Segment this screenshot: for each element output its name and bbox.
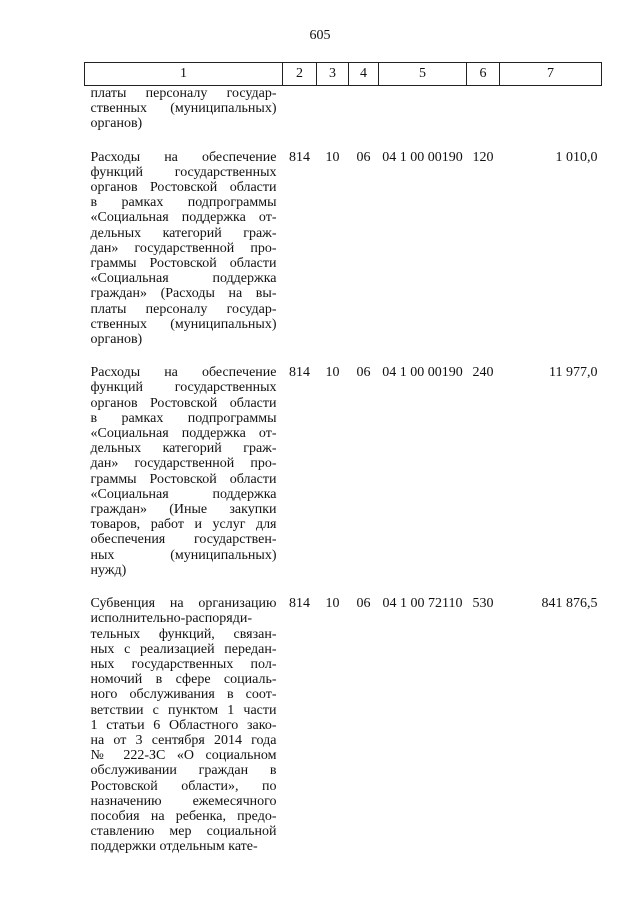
- target-article-code: 04 1 00 00190: [382, 365, 463, 381]
- expense-type-code: 530: [472, 596, 494, 612]
- section-code: [317, 86, 349, 132]
- amount: 11 977,0: [549, 365, 598, 381]
- column-header-4: 4: [349, 63, 379, 86]
- budget-table: [84, 62, 602, 855]
- row-spacer: [85, 347, 602, 365]
- section-code: 10: [325, 596, 340, 612]
- description-line: граждан» (Иные закупки: [90, 502, 277, 518]
- ministry-code: [283, 86, 317, 132]
- amount: 1 010,0: [555, 149, 598, 165]
- column-header-3: 3: [317, 63, 349, 86]
- description-line: функций государственных: [90, 164, 277, 180]
- description-line: органов Ростовской области: [90, 395, 277, 411]
- subsection-code: 06: [356, 596, 371, 612]
- column-header-5: 5: [379, 63, 467, 86]
- description-line: в рамках подпрограммы: [90, 195, 277, 211]
- description-line: дельных категорий граж-: [90, 225, 277, 241]
- target-article-code: 04 1 00 00190: [382, 149, 463, 165]
- ministry-code: 814: [289, 149, 310, 165]
- description-line: ветствии с пунктом 1 части: [90, 702, 277, 718]
- subsection-code: 06: [356, 365, 371, 381]
- target-article-code: 04 1 00 72110: [382, 596, 463, 612]
- description-line: органов Ростовской области: [90, 180, 277, 196]
- table-row: [85, 365, 602, 578]
- amount: [500, 86, 602, 132]
- description-line: ных (муниципальных): [90, 547, 277, 563]
- expense-type-code: 240: [472, 365, 494, 381]
- description-line: Расходы на обеспечение: [90, 365, 277, 381]
- subsection-code: [349, 86, 379, 132]
- description-line: нужд): [90, 562, 127, 578]
- description-line: ственных (муниципальных): [90, 101, 277, 117]
- description-line: на от 3 сентября 2014 года: [90, 732, 277, 748]
- row-description: [85, 365, 283, 578]
- row-spacer: [85, 578, 602, 596]
- description-line: граммы Ростовской области: [90, 256, 277, 272]
- target-article-code: [379, 86, 467, 132]
- description-line: Ростовской области», по: [90, 778, 277, 794]
- column-header-2: 2: [283, 63, 317, 86]
- description-line: «Социальная поддержка: [90, 271, 277, 287]
- description-line: Расходы на обеспечение: [90, 149, 277, 165]
- section-code: 10: [325, 365, 340, 381]
- description-line: пособия на ребенка, предо-: [90, 808, 277, 824]
- ministry-code: 814: [289, 596, 310, 612]
- description-line: ставлению мер социальной: [90, 824, 277, 840]
- description-line: органов): [90, 116, 143, 132]
- ministry-code: 814: [289, 365, 310, 381]
- description-line: органов): [90, 332, 143, 348]
- description-line: ственных (муниципальных): [90, 316, 277, 332]
- description-line: ного обслуживания в соот-: [90, 687, 277, 703]
- description-line: номочий в сфере социаль-: [90, 672, 277, 688]
- description-line: граждан» (Расходы на вы-: [90, 286, 277, 302]
- description-line: тельных функций, связан-: [90, 626, 277, 642]
- table-row: [85, 596, 602, 854]
- description-line: дан» государственной про-: [90, 240, 277, 256]
- description-line: «Социальная поддержка от-: [90, 210, 277, 226]
- section-code: 10: [325, 149, 340, 165]
- description-line: исполнительно-распоряди-: [90, 611, 252, 627]
- description-line: платы персоналу государ-: [90, 86, 277, 101]
- row-description: [85, 86, 283, 132]
- page-number: 605: [309, 28, 331, 43]
- description-line: ных государственных пол-: [90, 656, 277, 672]
- amount: 841 876,5: [541, 596, 598, 612]
- description-line: функций государственных: [90, 380, 277, 396]
- table-header-row: [85, 63, 602, 86]
- column-header-6: 6: [467, 63, 500, 86]
- description-line: «Социальная поддержка: [90, 486, 277, 502]
- row-description: [85, 150, 283, 348]
- table-row: [85, 86, 602, 132]
- description-line: «Социальная поддержка от-: [90, 426, 277, 442]
- description-line: обеспечения государствен-: [90, 532, 277, 548]
- expense-type-code: [467, 86, 500, 132]
- table-row: [85, 150, 602, 348]
- description-line: граммы Ростовской области: [90, 471, 277, 487]
- description-line: дан» государственной про-: [90, 456, 277, 472]
- description-line: платы персоналу государ-: [90, 301, 277, 317]
- description-line: Субвенция на организацию: [90, 596, 277, 612]
- description-line: назначению ежемесячного: [90, 793, 277, 809]
- description-line: 1 статьи 6 Областного зако-: [90, 717, 277, 733]
- row-description: [85, 596, 283, 854]
- description-line: товаров, работ и услуг для: [90, 517, 277, 533]
- column-header-7: 7: [500, 63, 602, 86]
- subsection-code: 06: [356, 149, 371, 165]
- row-spacer: [85, 132, 602, 150]
- description-line: поддержки отдельным кате-: [90, 839, 258, 855]
- description-line: в рамках подпрограммы: [90, 410, 277, 426]
- expense-type-code: 120: [472, 149, 494, 165]
- description-line: обслуживании граждан в: [90, 763, 277, 779]
- description-line: № 222-ЗС «О социальном: [90, 748, 277, 764]
- column-header-1: 1: [85, 63, 283, 86]
- description-line: дельных категорий граж-: [90, 441, 277, 457]
- description-line: ных с реализацией передан-: [90, 641, 277, 657]
